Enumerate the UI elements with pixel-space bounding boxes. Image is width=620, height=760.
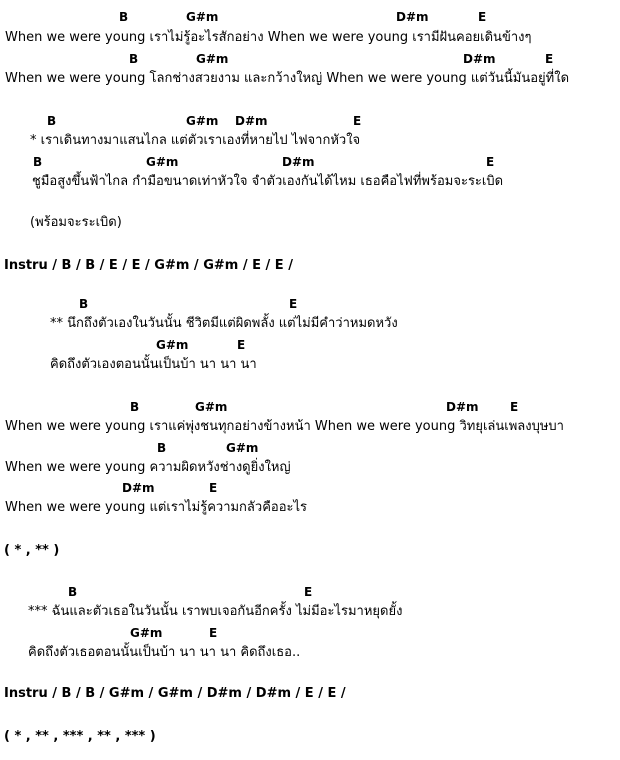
chord: E xyxy=(510,400,519,414)
lyric-line: When we were young เราแค่พุ่งชนทุกอย่างข้างหน้า When we were young วิทยุเล่นเพลงบุษบา xyxy=(5,419,564,434)
chord: B xyxy=(130,400,140,414)
chord: D#m xyxy=(446,400,479,414)
chord: E xyxy=(237,338,246,352)
chord: D#m xyxy=(463,52,496,66)
lyric-line: *** ฉันและตัวเธอในวันนั้น เราพบเจอกันอีกครั้ง ไม่มีอะไรมาหยุดยั้ง xyxy=(28,604,403,619)
chord: B xyxy=(119,10,129,24)
chord: D#m xyxy=(396,10,429,24)
repeat-marker: ( * , ** ) xyxy=(4,543,60,558)
chord: E xyxy=(209,481,218,495)
chord: E xyxy=(545,52,554,66)
chord: D#m xyxy=(122,481,155,495)
chord: B xyxy=(157,441,167,455)
chord: E xyxy=(289,297,298,311)
chord: E xyxy=(304,585,313,599)
chord: E xyxy=(353,114,362,128)
repeat-marker: ( * , ** , *** , ** , *** ) xyxy=(4,729,156,744)
chord: G#m xyxy=(186,114,219,128)
chord: D#m xyxy=(235,114,268,128)
chord: G#m xyxy=(226,441,259,455)
lyric-line: When we were young เราไม่รู้อะไรสักอย่าง When we were young เรามีฝันคอยเดินข้างๆ xyxy=(5,30,532,45)
chord: B xyxy=(68,585,78,599)
lyric-line: * เราเดินทางมาแสนไกล แต่ตัวเราเองที่หายไป ไฟจากหัวใจ xyxy=(30,133,361,148)
chord: G#m xyxy=(156,338,189,352)
chord: G#m xyxy=(186,10,219,24)
chord: G#m xyxy=(195,400,228,414)
chord: E xyxy=(478,10,487,24)
chord: G#m xyxy=(146,155,179,169)
lyric-line: When we were young ความผิดหวังช่างดูยิ่งใหญ่ xyxy=(5,460,291,475)
chord: B xyxy=(47,114,57,128)
lyric-line: คิดถึงตัวเธอตอนนั้นเป็นบ้า นา นา นา คิดถึงเธอ.. xyxy=(28,645,301,660)
lyric-line: When we were young แต่เราไม่รู้ความกลัวคืออะไร xyxy=(5,500,308,515)
instru-line: Instru / B / B / E / E / G#m / G#m / E / E / xyxy=(4,258,293,273)
chord: G#m xyxy=(130,626,163,640)
chord: G#m xyxy=(196,52,229,66)
lyric-line: ชูมือสูงขึ้นฟ้าไกล กำมือขนาดเท่าหัวใจ จำตัวเองกันได้ไหม เธอคือไฟที่พร้อมจะระเบิด xyxy=(32,174,504,189)
chord: E xyxy=(486,155,495,169)
chord: B xyxy=(33,155,43,169)
instru-line: Instru / B / B / G#m / G#m / D#m / D#m / E / E / xyxy=(4,686,346,701)
chord: E xyxy=(209,626,218,640)
lyric-line: (พร้อมจะระเบิด) xyxy=(30,215,122,230)
chord: B xyxy=(79,297,89,311)
chord: D#m xyxy=(282,155,315,169)
chord: B xyxy=(129,52,139,66)
lyric-line: ** นึกถึงตัวเองในวันนั้น ชีวิตมีแต่ผิดพลั้ง แต่ไม่มีคำว่าหมดหวัง xyxy=(50,316,398,331)
lyric-line: When we were young โลกช่างสวยงาม และกว้างใหญ่ When we were young แต่วันนี้มันอยู่ที่ใด xyxy=(5,71,570,86)
lyric-line: คิดถึงตัวเองตอนนั้นเป็นบ้า นา นา นา xyxy=(50,357,257,372)
